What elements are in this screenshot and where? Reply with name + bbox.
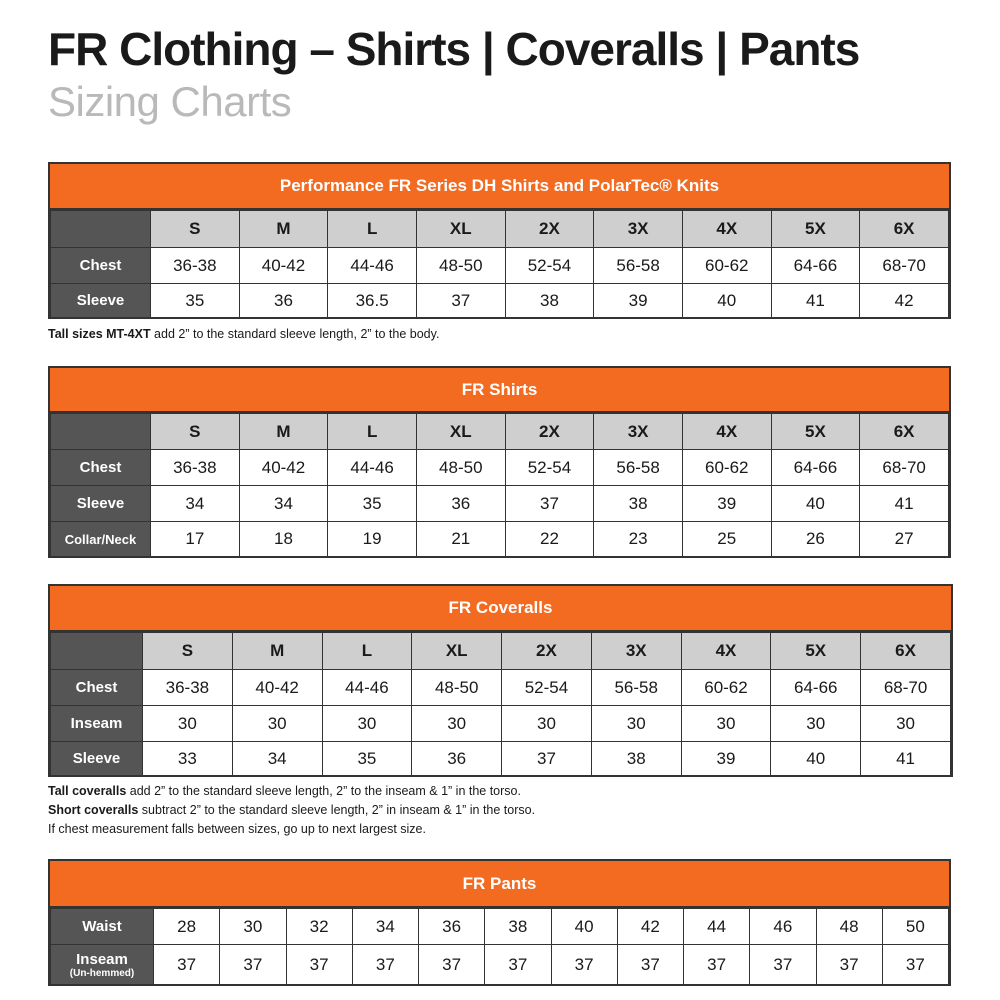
table-cell: 34	[239, 486, 328, 522]
table-cell: 52-54	[505, 248, 594, 284]
table-cell: 60-62	[681, 670, 771, 706]
table-cell: 38	[591, 742, 681, 776]
table-row	[51, 742, 951, 776]
table-cell: 41	[860, 486, 949, 522]
table-cell: 37	[286, 945, 352, 985]
table-corner	[51, 414, 151, 450]
size-chart-fr-coveralls	[48, 584, 953, 777]
size-header: XL	[412, 633, 502, 670]
table-cell: 39	[594, 284, 683, 318]
table-cell: 32	[286, 909, 352, 945]
table-cell: 30	[591, 706, 681, 742]
table-cell: 37	[505, 486, 594, 522]
size-header: 3X	[594, 211, 683, 248]
chart-banner: Performance FR Series DH Shirts and PolarTec® Knits	[50, 164, 949, 210]
table-cell: 37	[352, 945, 418, 985]
table-cell: 52-54	[505, 450, 594, 486]
table-cell: 30	[412, 706, 502, 742]
table-cell: 36-38	[151, 450, 240, 486]
table-cell: 40	[771, 742, 861, 776]
table-cell: 30	[232, 706, 322, 742]
table-cell: 35	[151, 284, 240, 318]
table-cell: 64-66	[771, 670, 861, 706]
table-cell: 56-58	[594, 450, 683, 486]
table-cell: 52-54	[502, 670, 592, 706]
size-header: XL	[416, 414, 505, 450]
table-cell: 23	[594, 522, 683, 557]
size-header: 2X	[505, 211, 594, 248]
table-cell: 37	[485, 945, 551, 985]
chest-note: If chest measurement falls between sizes, go up to next largest size.	[48, 822, 426, 836]
table-cell: 34	[151, 486, 240, 522]
table-corner	[51, 633, 143, 670]
table-cell: 48-50	[416, 450, 505, 486]
table-cell: 34	[352, 909, 418, 945]
size-header: 5X	[771, 211, 860, 248]
table-cell: 18	[239, 522, 328, 557]
table-row	[51, 450, 949, 486]
table-cell: 35	[322, 742, 412, 776]
row-label: Chest	[51, 670, 143, 706]
table-cell: 33	[143, 742, 233, 776]
table-cell: 37	[551, 945, 617, 985]
table-cell: 68-70	[860, 450, 949, 486]
table-cell: 40-42	[239, 248, 328, 284]
size-header: S	[151, 211, 240, 248]
note-bold: Tall coveralls	[48, 784, 127, 798]
table-row	[51, 670, 951, 706]
table-cell: 30	[322, 706, 412, 742]
size-header: M	[239, 211, 328, 248]
page-title: FR Clothing – Shirts | Coveralls | Pants	[48, 23, 860, 75]
table-cell: 30	[220, 909, 286, 945]
table-cell: 68-70	[860, 248, 949, 284]
table-cell: 39	[681, 742, 771, 776]
size-header: M	[239, 414, 328, 450]
size-header: M	[232, 633, 322, 670]
table-cell: 34	[232, 742, 322, 776]
table-cell: 48-50	[412, 670, 502, 706]
table-cell: 30	[143, 706, 233, 742]
table-cell: 46	[750, 909, 816, 945]
size-header: 6X	[861, 633, 951, 670]
table-cell: 60-62	[682, 450, 771, 486]
table-cell: 37	[684, 945, 750, 985]
table-cell: 41	[861, 742, 951, 776]
table-cell: 40	[771, 486, 860, 522]
table-corner	[51, 211, 151, 248]
size-header: S	[151, 414, 240, 450]
table-cell: 22	[505, 522, 594, 557]
tall-sizes-note	[48, 327, 439, 341]
table-row	[51, 945, 949, 985]
table-cell: 37	[750, 945, 816, 985]
table-cell: 40-42	[232, 670, 322, 706]
row-label	[51, 945, 154, 985]
table-cell: 44-46	[328, 248, 417, 284]
size-chart-dh-shirts	[48, 162, 951, 319]
row-label-main: Inseam	[76, 950, 128, 968]
table-cell: 25	[682, 522, 771, 557]
table-cell: 27	[860, 522, 949, 557]
table-cell: 36-38	[151, 248, 240, 284]
table-cell: 37	[419, 945, 485, 985]
row-label-sub: (Un-hemmed)	[69, 967, 135, 979]
table-cell: 37	[502, 742, 592, 776]
tall-coveralls-note	[48, 784, 521, 798]
table-cell: 64-66	[771, 450, 860, 486]
table-cell: 40	[551, 909, 617, 945]
row-label: Chest	[51, 248, 151, 284]
note-bold: Tall sizes MT-4XT	[48, 327, 151, 341]
table-cell: 36	[239, 284, 328, 318]
table-cell: 17	[151, 522, 240, 557]
table-cell: 37	[882, 945, 948, 985]
size-chart-fr-pants	[48, 859, 951, 986]
row-label: Collar/Neck	[51, 522, 151, 557]
table-cell: 44-46	[322, 670, 412, 706]
chart-banner: FR Shirts	[50, 368, 949, 413]
table-cell: 38	[485, 909, 551, 945]
table-cell: 36-38	[143, 670, 233, 706]
table-cell: 40	[682, 284, 771, 318]
size-header: L	[328, 414, 417, 450]
table-cell: 30	[861, 706, 951, 742]
table-cell: 56-58	[591, 670, 681, 706]
table-cell: 37	[220, 945, 286, 985]
table-row	[51, 706, 951, 742]
table-cell: 39	[682, 486, 771, 522]
table-cell: 37	[416, 284, 505, 318]
table-cell: 40-42	[239, 450, 328, 486]
table-cell: 36	[416, 486, 505, 522]
size-header: 4X	[682, 211, 771, 248]
table-row	[51, 909, 949, 945]
size-header: XL	[416, 211, 505, 248]
size-header: L	[328, 211, 417, 248]
size-header: 6X	[860, 211, 949, 248]
row-label: Sleeve	[51, 284, 151, 318]
size-header: 4X	[681, 633, 771, 670]
size-table	[50, 908, 949, 985]
size-table	[50, 632, 951, 776]
note-text: add 2” to the standard sleeve length, 2” to the inseam & 1” in the torso.	[126, 784, 521, 798]
table-cell: 26	[771, 522, 860, 557]
table-cell: 37	[816, 945, 882, 985]
size-header: 2X	[502, 633, 592, 670]
table-row	[51, 522, 949, 557]
chart-banner: FR Pants	[50, 861, 949, 908]
chart-banner: FR Coveralls	[50, 586, 951, 632]
table-cell: 60-62	[682, 248, 771, 284]
table-row	[51, 248, 949, 284]
table-cell: 30	[771, 706, 861, 742]
size-header: 4X	[682, 414, 771, 450]
table-cell: 30	[502, 706, 592, 742]
size-header: S	[143, 633, 233, 670]
row-label: Chest	[51, 450, 151, 486]
row-label: Sleeve	[51, 486, 151, 522]
table-cell: 42	[860, 284, 949, 318]
size-header: 5X	[771, 633, 861, 670]
table-cell: 19	[328, 522, 417, 557]
table-row	[51, 486, 949, 522]
table-cell: 48-50	[416, 248, 505, 284]
note-bold: Short coveralls	[48, 803, 139, 817]
size-header: L	[322, 633, 412, 670]
table-cell: 48	[816, 909, 882, 945]
table-cell: 42	[617, 909, 683, 945]
size-header: 5X	[771, 414, 860, 450]
table-cell: 28	[154, 909, 220, 945]
table-cell: 36.5	[328, 284, 417, 318]
table-cell: 44-46	[328, 450, 417, 486]
size-table	[50, 413, 949, 557]
table-cell: 64-66	[771, 248, 860, 284]
table-row	[51, 284, 949, 318]
table-cell: 50	[882, 909, 948, 945]
table-cell: 44	[684, 909, 750, 945]
table-cell: 41	[771, 284, 860, 318]
size-table	[50, 210, 949, 318]
table-cell: 38	[505, 284, 594, 318]
size-header: 6X	[860, 414, 949, 450]
row-label: Waist	[51, 909, 154, 945]
table-cell: 56-58	[594, 248, 683, 284]
table-cell: 68-70	[861, 670, 951, 706]
table-cell: 36	[419, 909, 485, 945]
size-chart-fr-shirts	[48, 366, 951, 558]
table-cell: 35	[328, 486, 417, 522]
short-coveralls-note	[48, 803, 535, 817]
size-header: 3X	[591, 633, 681, 670]
size-header: 2X	[505, 414, 594, 450]
note-text: subtract 2” to the standard sleeve length, 2” in inseam & 1” in the torso.	[138, 803, 536, 817]
size-header: 3X	[594, 414, 683, 450]
row-label: Sleeve	[51, 742, 143, 776]
table-cell: 38	[594, 486, 683, 522]
note-text: add 2” to the standard sleeve length, 2” to the body.	[150, 327, 440, 341]
table-cell: 37	[154, 945, 220, 985]
table-cell: 30	[681, 706, 771, 742]
table-cell: 37	[617, 945, 683, 985]
table-cell: 36	[412, 742, 502, 776]
page-subtitle: Sizing Charts	[48, 78, 292, 125]
table-cell: 21	[416, 522, 505, 557]
row-label: Inseam	[51, 706, 143, 742]
